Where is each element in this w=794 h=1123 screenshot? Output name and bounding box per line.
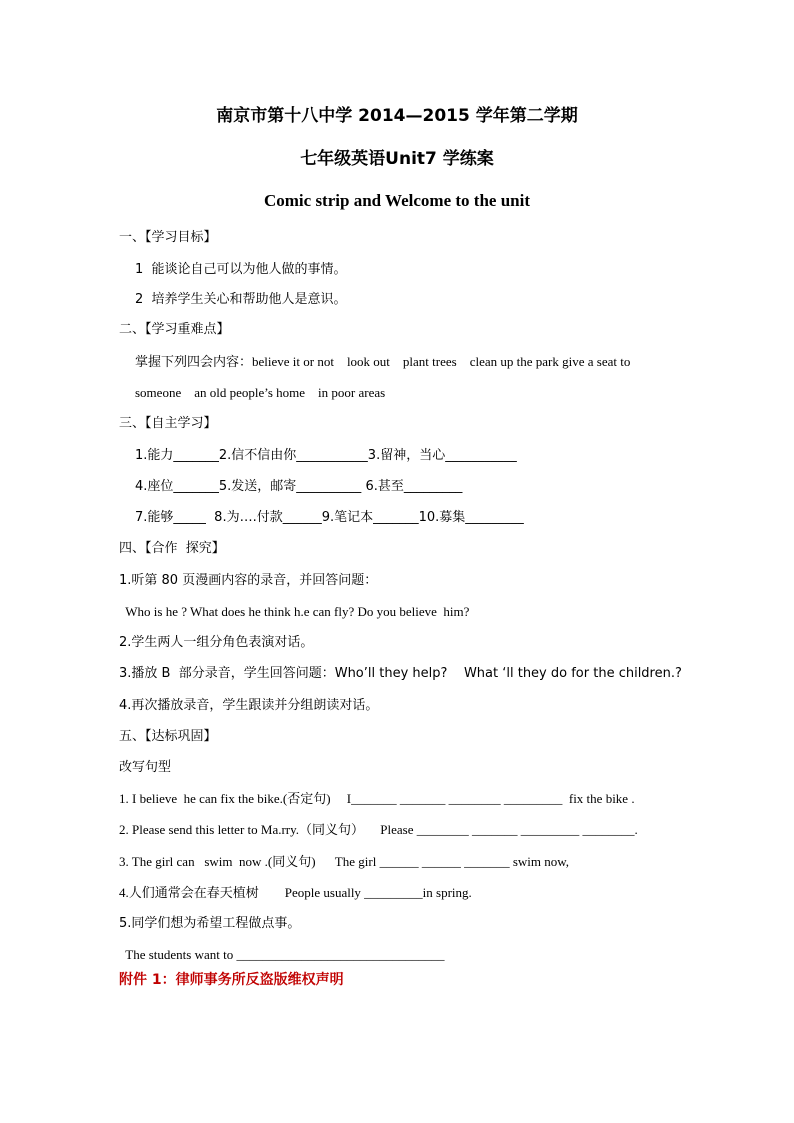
exercise-line-4: 4.人们通常会在春天植树 People usually _________in spring. — [119, 885, 472, 900]
goal-item-1: 1 能谈论自己可以为他人做的事情。 — [135, 262, 347, 277]
key-points-line-2: someone an old people’s home in poor areas — [135, 385, 386, 400]
school-title: 南京市第十八中学 2014—2015 学年第二学期 — [216, 106, 578, 126]
section-4-heading: 四、【合作 探究】 — [119, 541, 225, 556]
exercise-line-3: 3. The girl can swim now .(同义句) The girl ______ ______ _______ swim now, — [119, 854, 570, 869]
exercise-line-1: 1. I believe he can fix the bike.(否定句) I_______ _______ ________ _________ fix the bike . — [119, 791, 635, 806]
section-5-heading: 五、【达标巩固】 — [119, 729, 217, 744]
unit-title: Comic strip and Welcome to the unit — [263, 191, 530, 210]
key-points-line-1: 掌握下列四会内容：believe it or not look out plant trees clean up the park give a seat to — [135, 354, 631, 369]
explore-line-2: Who is he ? What does he think h.e can fly? Do you believe him? — [119, 604, 470, 619]
exercise-line-5: 5.同学们想为希望工程做点事。 — [119, 916, 301, 931]
vocab-line-2: 4.座位_______5.发送，邮寄__________ 6.甚至_________ — [135, 479, 463, 494]
goal-item-2: 2 培养学生关心和帮助他人是意识。 — [135, 292, 347, 307]
section-3-heading: 三、【自主学习】 — [119, 416, 217, 431]
exercise-line-2: 2. Please send this letter to Ma.rry.（同义句） Please ________ _______ _________ ________. — [119, 822, 638, 837]
section-2-heading: 二、【学习重难点】 — [119, 322, 230, 337]
exercise-line-6: The students want to ________________________________ — [119, 947, 445, 962]
grade-title: 七年级英语Unit7 学练案 — [300, 149, 494, 169]
explore-line-4: 3.播放 B 部分录音，学生回答问题：Who’ll they help? What ‘ll they do for the children.? — [119, 666, 682, 681]
explore-line-1: 1.听第 80 页漫画内容的录音，并回答问题： — [119, 573, 378, 588]
explore-line-3: 2.学生两人一组分角色表演对话。 — [119, 635, 314, 650]
vocab-line-1: 1.能力_______2.信不信由你___________3.留神，当心___________ — [135, 448, 517, 463]
section-1-heading: 一、【学习目标】 — [119, 230, 217, 245]
section-5-subheading: 改写句型 — [119, 760, 172, 775]
explore-line-5: 4.再次播放录音，学生跟读并分组朗读对话。 — [119, 698, 379, 713]
vocab-line-3: 7.能够_____ 8.为….付款______9.笔记本_______10.募集_________ — [135, 510, 524, 525]
attachment-notice: 附件 1：律师事务所反盗版维权声明 — [119, 972, 344, 988]
